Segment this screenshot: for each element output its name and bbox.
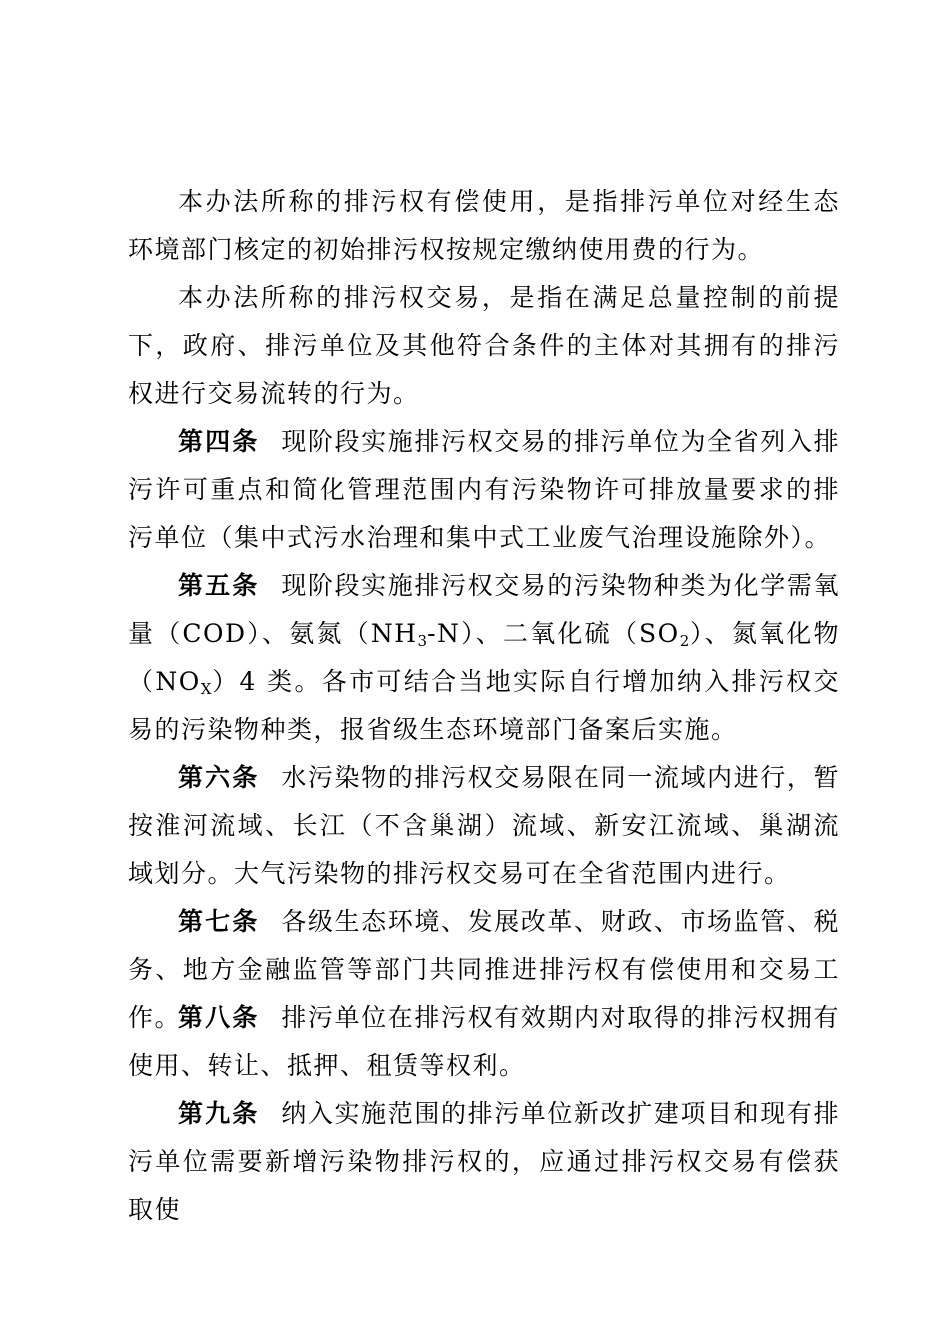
article-text: ）4 类。各市可结合当地实际自行增加纳入排污权交易的污染物种类，报省级生态环境部门备案后实施。 [128, 667, 840, 744]
paragraph-trading-definition [128, 274, 840, 418]
article-number: 第九条 [178, 1099, 260, 1128]
article-number: 第六条 [178, 763, 260, 792]
subscript: 3 [417, 632, 428, 650]
article-text: 纳入实施范围的排污单位新改扩建项目和现有排污单位需要新增污染物排污权的，应通过排污权交易有偿获取使 [128, 1099, 840, 1224]
article-text: 各级生态环境、发展改革、财政、市场监管、税务、地方金融监管等部门共同推进排污权有偿使用和交易工作。 [128, 907, 840, 1032]
article-text: ）、氮氧化物（NO [128, 619, 840, 696]
article-text: 现阶段实施排污权交易的污染物种类为化学需氧量（COD）、氨氮（NH [128, 571, 840, 648]
article-text: 排污单位在排污权有效期内对取得的排污权拥有使用、转让、抵押、租赁等权利。 [128, 1003, 840, 1080]
article-8 [128, 994, 840, 1090]
article-5 [128, 562, 840, 754]
article-text: 水污染物的排污权交易限在同一流域内进行，暂按淮河流域、长江（不含巢湖）流域、新安江流域、巢湖流域划分。大气污染物的排污权交易可在全省范围内进行。 [128, 763, 840, 888]
article-text: -N）、二氧化硫（SO [427, 619, 680, 648]
article-number: 第八条 [178, 1003, 260, 1032]
article-text: 现阶段实施排污权交易的排污单位为全省列入排污许可重点和简化管理范围内有污染物许可排放量要求的排污单位（集中式污水治理和集中式工业废气治理设施除外）。 [128, 427, 840, 552]
paragraph-text: 本办法所称的排污权交易，是指在满足总量控制的前提下，政府、排污单位及其他符合条件的主体对其拥有的排污权进行交易流转的行为。 [128, 283, 840, 408]
article-4 [128, 418, 840, 562]
subscript: 2 [679, 632, 690, 650]
article-number: 第四条 [178, 427, 260, 456]
article-9 [128, 1090, 840, 1234]
paragraph-paid-use-definition [128, 178, 840, 274]
article-number: 第七条 [178, 907, 260, 936]
article-6 [128, 754, 840, 898]
subscript: X [200, 680, 212, 698]
article-number: 第五条 [178, 571, 260, 600]
paragraph-text: 本办法所称的排污权有偿使用，是指排污单位对经生态环境部门核定的初始排污权按规定缴纳使用费的行为。 [128, 187, 840, 264]
